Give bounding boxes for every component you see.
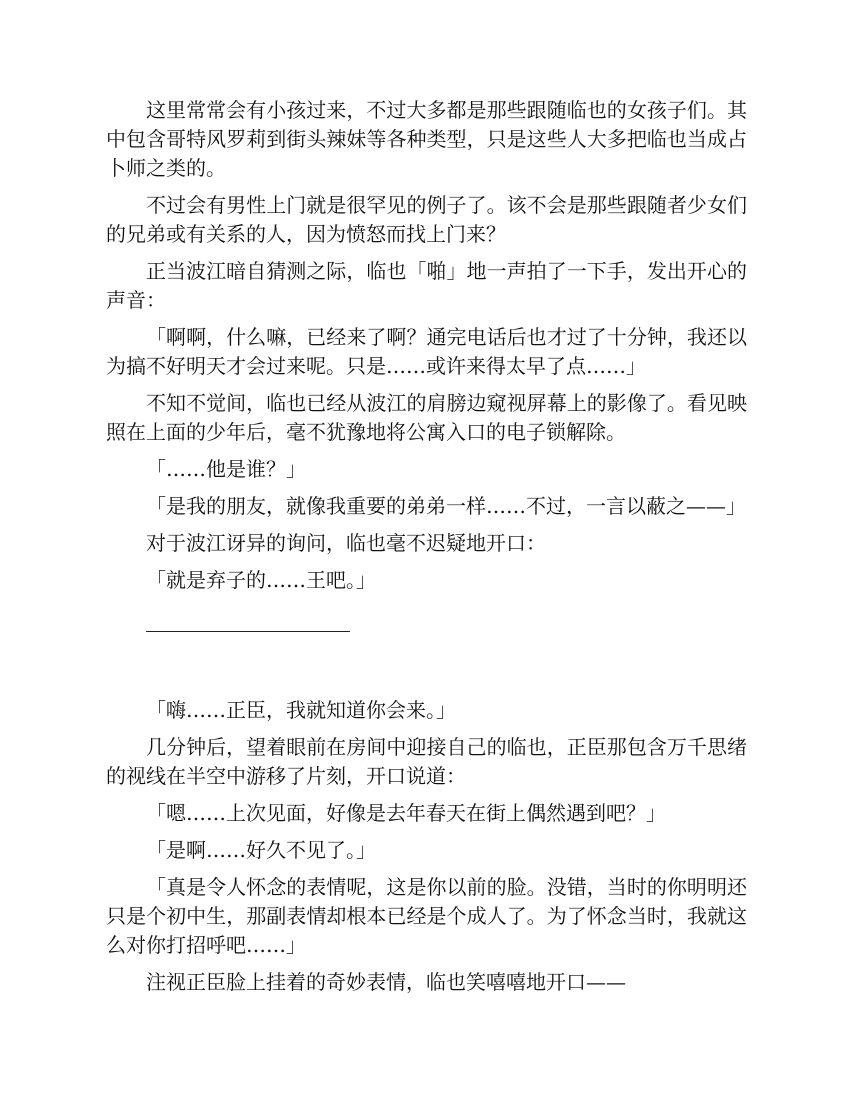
paragraph: 不知不觉间，临也已经从波江的肩膀边窥视屏幕上的影像了。看见映照在上面的少年后，毫不犹豫地将公寓入口的电子锁解除。 [106,391,747,444]
paragraph: 「是我的朋友，就像我重要的弟弟一样……不过，一言以蔽之——」 [146,494,746,518]
section-separator [146,631,350,632]
paragraph: 「就是弃子的……王吧。」 [146,568,376,592]
paragraph: 「嗯……上次见面，好像是去年春天在街上偶然遇到吧？」 [146,801,666,825]
paragraph: 正当波江暗自猜测之际，临也「啪」地一声拍了一下手，发出开心的声音： [106,259,747,312]
document-page [106,96,747,1005]
paragraph: 「啊啊，什么嘛，已经来了啊？通完电话后也才过了十分钟，我还以为搞不好明天才会过来呢。只是……或许来得太早了点……」 [106,325,747,378]
paragraph: 对于波江讶异的询问，临也毫不迟疑地开口： [146,531,546,555]
paragraph: 不过会有男性上门就是很罕见的例子了。该不会是那些跟随者少女们的兄弟或有关系的人，因为愤怒而找上门来？ [106,193,747,246]
paragraph: 注视正臣脸上挂着的奇妙表情，临也笑嘻嘻地开口—— [146,970,626,994]
paragraph: 几分钟后，望着眼前在房间中迎接自己的临也，正臣那包含万千思绪的视线在半空中游移了片刻，开口说道： [106,735,747,788]
paragraph: 这里常常会有小孩过来，不过大多都是那些跟随临也的女孩子们。其中包含哥特风罗莉到街头辣妹等各种类型，只是这些人大多把临也当成占卜师之类的。 [106,98,747,180]
paragraph: 「……他是谁？」 [146,457,306,481]
paragraph: 「真是令人怀念的表情呢，这是你以前的脸。没错，当时的你明明还只是个初中生，那副表情却根本已经是个成人了。为了怀念当时，我就这么对你打招呼吧……」 [106,875,747,957]
paragraph: 「是啊……好久不见了。」 [146,838,376,862]
paragraph: 「嗨……正臣，我就知道你会来。」 [146,698,456,722]
